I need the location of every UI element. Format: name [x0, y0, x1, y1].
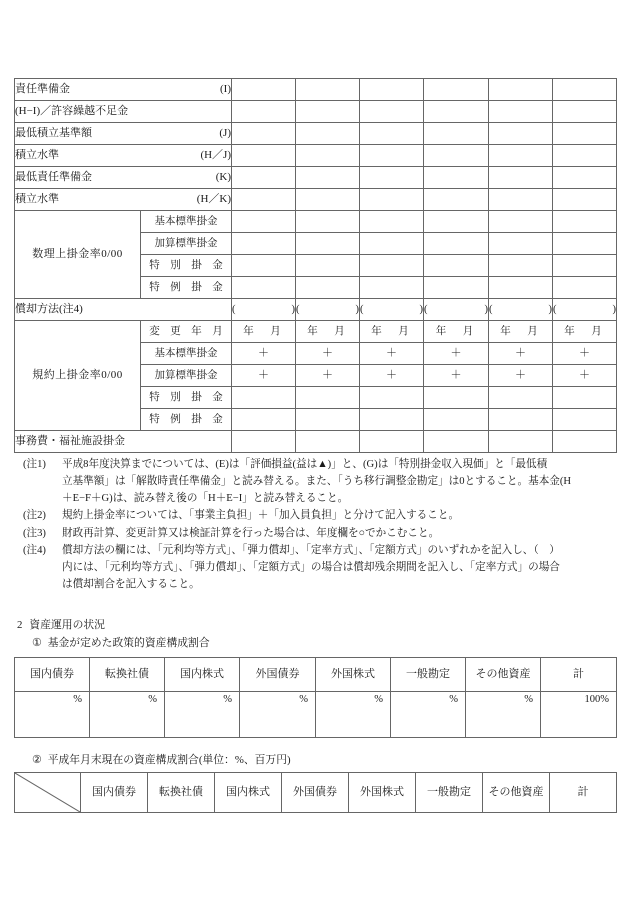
data-cell[interactable] — [553, 189, 617, 211]
row-label-tsumitate-suijun-hk: 積立水準 (H／K) — [15, 189, 232, 211]
col-header-tenkan-shasai: 転換社債 — [148, 773, 215, 813]
data-cell[interactable] — [296, 277, 360, 299]
data-cell[interactable] — [424, 255, 489, 277]
data-cell-nengetsu[interactable]: 年 月 — [296, 321, 360, 343]
section-number: 2 — [17, 619, 23, 631]
col-header-sonota-shisan: その他資産 — [483, 773, 550, 813]
note-tag: (注1) — [23, 459, 46, 470]
data-cell[interactable] — [232, 79, 296, 101]
data-cell-nengetsu[interactable]: 年 月 — [489, 321, 553, 343]
data-cell[interactable] — [489, 145, 553, 167]
note-body — [62, 507, 620, 524]
sub-label-tokubetsu-kakekin: 特 別 掛 金 — [141, 387, 232, 409]
data-cell[interactable] — [296, 123, 360, 145]
paren-open: ( — [489, 303, 493, 315]
data-cell[interactable] — [424, 277, 489, 299]
sub-label-kihon-hyojun-kakekin: 基本標準掛金 — [141, 211, 232, 233]
data-cell[interactable] — [296, 431, 360, 453]
row-code: (H／K) — [196, 193, 231, 206]
sub-label-kasan-hyojun-kakekin: 加算標準掛金 — [141, 233, 232, 255]
policy-value-cell[interactable]: % — [391, 692, 466, 738]
sub-label-kasan-hyojun-kakekin: 加算標準掛金 — [141, 365, 232, 387]
data-cell-plus[interactable]: ＋ — [424, 343, 489, 365]
data-cell[interactable] — [424, 431, 489, 453]
col-header-kokunai-saiken: 国内債券 — [81, 773, 148, 813]
data-cell[interactable] — [489, 189, 553, 211]
subsection-number: ② — [32, 754, 42, 766]
data-cell[interactable] — [553, 387, 617, 409]
pension-finance-table — [14, 78, 617, 453]
data-cell[interactable] — [232, 211, 296, 233]
paren-close: ) — [484, 303, 488, 315]
sub-label-kihon-hyojun-kakekin: 基本標準掛金 — [141, 343, 232, 365]
amortization-cell[interactable] — [489, 299, 553, 321]
data-cell-plus[interactable]: ＋ — [232, 343, 296, 365]
note-line: ＋E−F＋G)は、読み替え後の「H＋E−I」と読み替えること。 — [62, 493, 349, 505]
row-label-jimuhi-fukushi-shisetsu-kakekin: 事務費・福祉施設掛金 — [15, 431, 232, 453]
data-cell-plus[interactable]: ＋ — [424, 365, 489, 387]
policy-value-cell[interactable]: % — [466, 692, 541, 738]
data-cell[interactable] — [553, 101, 617, 123]
paren-open: ( — [360, 303, 364, 315]
data-cell[interactable] — [232, 255, 296, 277]
note-tag: (注3) — [23, 527, 46, 539]
amortization-cell[interactable] — [360, 299, 424, 321]
data-cell[interactable] — [360, 145, 424, 167]
table-row — [15, 431, 617, 453]
subsection-2-heading — [32, 752, 291, 767]
data-cell[interactable] — [489, 79, 553, 101]
policy-value-cell[interactable]: % — [240, 692, 316, 738]
diagonal-line-icon — [15, 773, 80, 812]
data-cell[interactable] — [360, 101, 424, 123]
col-header-gaikoku-saiken: 外国債券 — [240, 658, 316, 692]
data-cell[interactable] — [360, 79, 424, 101]
row-label-kyoyokurikoshi: (H−I)／許容繰越不足金 — [15, 101, 232, 123]
section-2-heading — [17, 617, 105, 632]
policy-value-cell[interactable]: % — [316, 692, 391, 738]
data-cell-plus[interactable]: ＋ — [232, 365, 296, 387]
paren-close: ) — [548, 303, 552, 315]
note-line: 償却方法の欄には、「元利均等方式」、「弾力償却」、「定率方式」、「定額方式」のいずれかを記入し、（ ） — [62, 544, 560, 556]
table-row — [15, 145, 617, 167]
data-cell[interactable] — [553, 277, 617, 299]
policy-asset-allocation-table — [14, 657, 617, 738]
data-cell[interactable] — [424, 211, 489, 233]
row-label-shokyaku-hoho: 償却方法(注4) — [15, 299, 232, 321]
col-header-kokunai-kabushiki: 国内株式 — [165, 658, 240, 692]
data-cell[interactable] — [360, 409, 424, 431]
data-cell[interactable] — [296, 255, 360, 277]
note-body — [62, 456, 620, 507]
data-cell[interactable] — [553, 233, 617, 255]
col-header-ippan-kanjo: 一般勘定 — [391, 658, 466, 692]
data-cell[interactable] — [489, 101, 553, 123]
paren-open: ( — [296, 303, 300, 315]
row-code: (K) — [215, 171, 231, 184]
col-header-kei: 計 — [541, 658, 617, 692]
note-item-4 — [14, 542, 620, 593]
paren-open: ( — [232, 303, 236, 315]
data-cell[interactable] — [232, 233, 296, 255]
note-line: 財政再計算、変更計算又は検証計算を行った場合は、年度欄を○でかこむこと。 — [62, 527, 440, 539]
table-row — [15, 211, 617, 233]
table-row — [15, 299, 617, 321]
data-cell[interactable] — [424, 167, 489, 189]
paren-close: ) — [419, 303, 423, 315]
data-cell[interactable] — [296, 145, 360, 167]
data-cell-plus[interactable]: ＋ — [489, 365, 553, 387]
paren-open: ( — [553, 303, 557, 315]
data-cell[interactable] — [360, 431, 424, 453]
note-item-2 — [14, 507, 620, 524]
policy-value-cell[interactable]: % — [15, 692, 90, 738]
row-code: (I) — [220, 83, 231, 96]
paren-close: ) — [612, 303, 616, 315]
data-cell[interactable] — [489, 123, 553, 145]
data-cell[interactable] — [424, 79, 489, 101]
row-label-tsumitate-suijun-hj: 積立水準 (H／J) — [15, 145, 232, 167]
data-cell[interactable] — [424, 189, 489, 211]
amortization-cell[interactable] — [553, 299, 617, 321]
table-row — [15, 692, 617, 738]
data-cell-plus[interactable]: ＋ — [553, 365, 617, 387]
note-line: は償却割合を記入すること。 — [62, 579, 200, 591]
data-cell[interactable] — [360, 255, 424, 277]
data-cell[interactable] — [489, 233, 553, 255]
col-header-gaikoku-saiken: 外国債券 — [282, 773, 349, 813]
data-cell[interactable] — [296, 233, 360, 255]
policy-value-cell[interactable]: % — [90, 692, 165, 738]
col-header-ippan-kanjo: 一般勘定 — [416, 773, 483, 813]
data-cell[interactable] — [296, 101, 360, 123]
table-row — [15, 189, 617, 211]
group-label-suurijo-kakekinritsu: 数理上掛金率0/00 — [15, 211, 141, 299]
data-cell-plus[interactable]: ＋ — [553, 343, 617, 365]
section-title: 資産運用の状況 — [29, 619, 105, 631]
table-row — [15, 167, 617, 189]
data-cell-nengetsu[interactable]: 年 月 — [360, 321, 424, 343]
policy-value-cell[interactable]: % — [165, 692, 240, 738]
data-cell[interactable] — [360, 277, 424, 299]
sub-label-tokubetsu-kakekin: 特 別 掛 金 — [141, 255, 232, 277]
data-cell-nengetsu[interactable]: 年 月 — [424, 321, 489, 343]
note-line: 内には、「元利均等方式」、「弾力償却」、「定額方式」の場合は償却残余期間を記入し、「定率方式」の場合 — [62, 561, 560, 573]
data-cell[interactable] — [360, 387, 424, 409]
data-cell[interactable] — [232, 189, 296, 211]
data-cell[interactable] — [296, 167, 360, 189]
data-cell-plus[interactable]: ＋ — [296, 365, 360, 387]
row-code: (J) — [219, 127, 231, 140]
data-cell[interactable] — [489, 387, 553, 409]
row-label-saiteitsumitate-kijungaku: 最低積立基準額 (J) — [15, 123, 232, 145]
data-cell-nengetsu[interactable]: 年 月 — [232, 321, 296, 343]
data-cell[interactable] — [424, 409, 489, 431]
table-header-row — [15, 658, 617, 692]
data-cell[interactable] — [489, 167, 553, 189]
data-cell[interactable] — [424, 101, 489, 123]
data-cell[interactable] — [232, 277, 296, 299]
table-row — [15, 79, 617, 101]
col-header-kokunai-kabushiki: 国内株式 — [215, 773, 282, 813]
note-body — [62, 542, 620, 593]
data-cell[interactable] — [360, 189, 424, 211]
data-cell[interactable] — [232, 431, 296, 453]
col-header-kokunai-saiken: 国内債券 — [15, 658, 90, 692]
amortization-cell[interactable] — [232, 299, 296, 321]
data-cell[interactable] — [424, 123, 489, 145]
data-cell[interactable] — [424, 387, 489, 409]
row-label-saitei-sekinin-junbikin: 最低責任準備金 (K) — [15, 167, 232, 189]
data-cell[interactable] — [553, 79, 617, 101]
data-cell[interactable] — [489, 409, 553, 431]
subsection-number: ① — [32, 637, 42, 649]
group-label-kiyakujo-kakekinritsu: 規約上掛金率0/00 — [15, 321, 141, 431]
data-cell-plus[interactable]: ＋ — [360, 365, 424, 387]
policy-total-cell: 100% — [541, 692, 617, 738]
data-cell[interactable] — [553, 211, 617, 233]
data-cell[interactable] — [232, 101, 296, 123]
data-cell[interactable] — [489, 431, 553, 453]
data-cell[interactable] — [296, 211, 360, 233]
subsection-1-heading — [32, 635, 210, 650]
subsection-title: 基金が定めた政策的資産構成割合 — [47, 637, 210, 649]
note-item-1 — [14, 456, 620, 507]
table-row — [15, 123, 617, 145]
table-header-row — [15, 773, 617, 813]
data-cell[interactable] — [232, 387, 296, 409]
sub-label-tokurei-kakekin: 特 例 掛 金 — [141, 409, 232, 431]
data-cell[interactable] — [489, 211, 553, 233]
row-label-sekininjunbikin: 責任準備金 (I) — [15, 79, 232, 101]
notes-block — [14, 456, 620, 593]
col-header-gaikoku-kabushiki: 外国株式 — [349, 773, 416, 813]
amortization-cell[interactable] — [296, 299, 360, 321]
data-cell-plus[interactable]: ＋ — [296, 343, 360, 365]
data-cell[interactable] — [553, 431, 617, 453]
data-cell[interactable] — [296, 79, 360, 101]
data-cell[interactable] — [360, 233, 424, 255]
row-code: (H／J) — [200, 149, 231, 162]
paren-close: ) — [355, 303, 359, 315]
data-cell[interactable] — [489, 277, 553, 299]
note-line: 平成8年度決算までについては、(E)は「評価損益(益は▲)」と、(G)は「特別掛金収入現価」と「最低積 — [62, 459, 548, 470]
data-cell[interactable] — [232, 167, 296, 189]
sub-label-tokurei-kakekin: 特 例 掛 金 — [141, 277, 232, 299]
data-cell-plus[interactable]: ＋ — [489, 343, 553, 365]
data-cell[interactable] — [553, 123, 617, 145]
data-cell[interactable] — [296, 409, 360, 431]
data-cell[interactable] — [296, 387, 360, 409]
col-header-kei: 計 — [550, 773, 617, 813]
data-cell[interactable] — [360, 167, 424, 189]
data-cell[interactable] — [232, 409, 296, 431]
data-cell[interactable] — [232, 145, 296, 167]
subsection-title: 平成年月末現在の資産構成割合(単位：%、百万円) — [47, 754, 291, 766]
paren-open: ( — [424, 303, 428, 315]
data-cell[interactable] — [424, 233, 489, 255]
data-cell[interactable] — [489, 255, 553, 277]
diagonal-corner-cell — [15, 773, 81, 813]
data-cell[interactable] — [553, 255, 617, 277]
note-body — [62, 525, 620, 542]
note-tag: (注2) — [23, 510, 46, 522]
col-header-gaikoku-kabushiki: 外国株式 — [316, 658, 391, 692]
data-cell[interactable] — [232, 123, 296, 145]
data-cell-plus[interactable]: ＋ — [360, 343, 424, 365]
data-cell[interactable] — [360, 211, 424, 233]
data-cell[interactable] — [553, 167, 617, 189]
paren-close: ) — [291, 303, 295, 315]
table-row — [15, 321, 617, 343]
data-cell[interactable] — [553, 145, 617, 167]
note-line: 規約上掛金率については、「事業主負担」＋「加入員負担」と分けて記入すること。 — [62, 510, 460, 522]
note-item-3 — [14, 525, 620, 542]
data-cell[interactable] — [553, 409, 617, 431]
data-cell[interactable] — [360, 123, 424, 145]
current-asset-composition-table — [14, 772, 617, 813]
data-cell[interactable] — [424, 145, 489, 167]
table-row — [15, 101, 617, 123]
note-line: 立基準額」は「解散時責任準備金」と読み替える。また、「うち移行調整金勘定」は0とすること。基本金(H — [62, 476, 572, 488]
sub-label-henko-nengetsu: 変 更 年 月 — [141, 321, 232, 343]
amortization-cell[interactable] — [424, 299, 489, 321]
note-tag: (注4) — [23, 544, 46, 556]
col-header-tenkan-shasai: 転換社債 — [90, 658, 165, 692]
col-header-sonota-shisan: その他資産 — [466, 658, 541, 692]
data-cell-nengetsu[interactable]: 年 月 — [553, 321, 617, 343]
data-cell[interactable] — [296, 189, 360, 211]
